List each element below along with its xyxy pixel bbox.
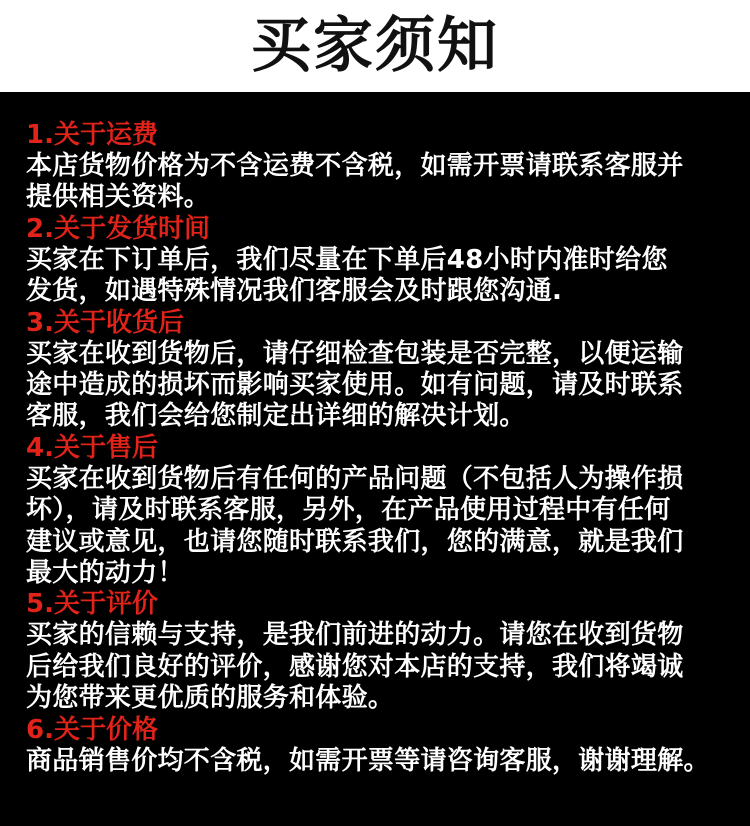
section-line: 发货，如遇特殊情况我们客服会及时跟您沟通.: [26, 276, 563, 307]
section-line: 最大的动力！: [26, 558, 184, 589]
section-line: 买家在下订单后，我们尽量在下单后48小时内准时给您: [26, 244, 668, 275]
section-line: 商品销售价均不含税，如需开票等请咨询客服，谢谢理解。: [26, 745, 710, 776]
section-line: 买家的信赖与支持，是我们前进的动力。请您在收到货物: [26, 620, 684, 651]
section-line: 坏），请及时联系客服，另外，在产品使用过程中有任何: [26, 495, 671, 526]
header: [0, 0, 750, 92]
section-delivery-time: [26, 214, 730, 308]
section-line: 客服，我们会给您制定出详细的解决计划。: [26, 401, 526, 432]
section-line: 后给我们良好的评价，感谢您对本店的支持，我们将竭诚: [26, 651, 684, 682]
section-line: 买家在收到货物后，请仔细检查包装是否完整，以便运输: [26, 338, 684, 369]
section-line: 建议或意见，也请您随时联系我们，您的满意，就是我们: [26, 526, 684, 557]
section-after-sales: [26, 433, 730, 590]
section-pricing: [26, 715, 730, 777]
section-line: 买家在收到货物后有任何的产品问题（不包括人为操作损: [26, 463, 684, 494]
section-line: 途中造成的损坏而影响买家使用。如有问题，请及时联系: [26, 370, 684, 401]
section-reviews: [26, 589, 730, 714]
section-line: 提供相关资料。: [26, 182, 211, 213]
section-heading: 4.关于售后: [26, 432, 158, 463]
section-heading: 3.关于收货后: [26, 307, 184, 338]
section-heading: 2.关于发货时间: [26, 213, 210, 244]
section-line: 为您带来更优质的服务和体验。: [26, 683, 395, 714]
section-heading: 1.关于运费: [26, 120, 158, 150]
section-heading: 5.关于评价: [26, 589, 158, 620]
page-title: 买家须知: [251, 11, 499, 81]
section-heading: 6.关于价格: [26, 714, 158, 745]
notice-panel: [0, 92, 750, 826]
section-shipping-fee: [26, 120, 730, 214]
section-after-receipt: [26, 308, 730, 433]
section-line: 本店货物价格为不含运费不含税，如需开票请联系客服并: [26, 151, 684, 181]
